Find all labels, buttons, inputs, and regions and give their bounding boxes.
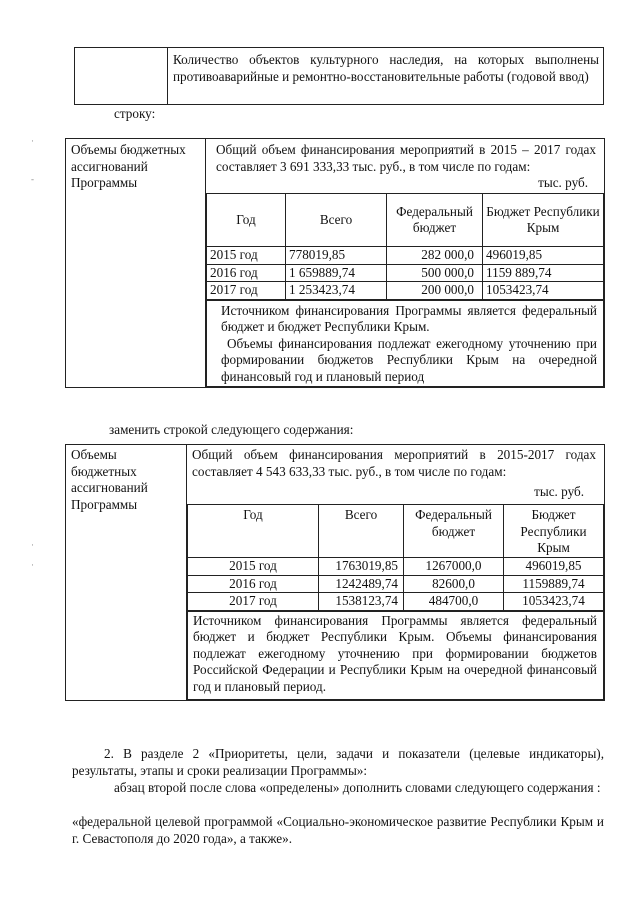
sources-text: Источником финансирования Программы является федеральный бюджет и бюджет Республики Крым.	[221, 302, 597, 334]
header-total: Всего	[319, 505, 404, 558]
table-row	[188, 558, 604, 576]
line-stroku: строку:	[114, 106, 156, 121]
new-budget-table	[65, 444, 605, 701]
cell-crimea: 1159 889,74	[483, 264, 604, 282]
margin-mark: ·	[31, 560, 34, 570]
header-federal: Федеральный бюджет	[387, 194, 483, 247]
table-row	[188, 593, 604, 611]
header-crimea: Бюджет Республики Крым	[483, 194, 604, 247]
empty-cell	[75, 48, 168, 105]
cell-year: 2015 год	[207, 247, 286, 265]
cell-crimea: 1053423,74	[504, 593, 604, 611]
adjustment-text: Объемы финансирования подлежат ежегодному уточнению при формировании бюджетов Республики Крым на очередной финансовый год и плановый период	[221, 335, 597, 384]
cell-federal: 282 000,0	[387, 247, 483, 265]
cell-crimea: 1159889,74	[504, 575, 604, 593]
table-row	[207, 282, 604, 300]
indicator-text: Количество объектов культурного наследия, на которых выполнены противоаварийные и ремонтно-восстановительные работы (годовой ввод)	[168, 48, 604, 105]
cell-total: 1 253423,74	[286, 282, 387, 300]
table-row	[207, 247, 604, 265]
cell-year: 2017 год	[188, 593, 319, 611]
row-content	[206, 139, 605, 388]
cell-total: 1242489,74	[319, 575, 404, 593]
cell-year: 2017 год	[207, 282, 286, 300]
row-content	[187, 445, 605, 701]
header-year: Год	[188, 505, 319, 558]
budget-by-year-table	[187, 504, 604, 611]
cell-total: 1 659889,74	[286, 264, 387, 282]
header-year: Год	[207, 194, 286, 247]
cell-total: 778019,85	[286, 247, 387, 265]
line-replace: заменить строкой следующего содержания:	[109, 422, 354, 437]
cell-crimea: 496019,85	[483, 247, 604, 265]
margin-mark: ·	[31, 540, 34, 550]
cell-total: 1763019,85	[319, 558, 404, 576]
header-federal: Федеральный бюджет	[404, 505, 504, 558]
cell-federal: 484700,0	[404, 593, 504, 611]
cell-crimea: 1053423,74	[483, 282, 604, 300]
financing-intro: Общий объем финансирования мероприятий в 2015 – 2017 годах составляет 3 691 333,33 тыс. руб., в том числе по годам:	[216, 142, 596, 174]
cell-federal: 200 000,0	[387, 282, 483, 300]
margin-mark: ·	[31, 136, 34, 146]
old-budget-table	[65, 138, 605, 388]
cell-federal: 1267000,0	[404, 558, 504, 576]
cell-year: 2016 год	[207, 264, 286, 282]
cell-year: 2015 год	[188, 558, 319, 576]
unit-label: тыс. руб.	[538, 175, 588, 190]
sources-box	[206, 300, 604, 388]
sources-text: Источником финансирования Программы является федеральный бюджет и бюджет Республики Крым. Объемы финансирования подлежат ежегодному уточнению при формировании бюджетов Российской Федерации и Республики Крым на очередной финансовый год и плановый период.	[187, 611, 604, 701]
cell-crimea: 496019,85	[504, 558, 604, 576]
cell-total: 1538123,74	[319, 593, 404, 611]
table-row	[188, 575, 604, 593]
budget-by-year-table	[206, 193, 604, 300]
row-label: Объемы бюджетных ассигнований Программы	[66, 445, 187, 701]
financing-intro: Общий объем финансирования мероприятий в 2015-2017 годах составляет 4 543 633,33 тыс. руб., в том числе по годам:	[192, 447, 596, 479]
cell-federal: 500 000,0	[387, 264, 483, 282]
indicator-table-fragment	[74, 47, 604, 105]
table-row	[207, 264, 604, 282]
paragraph-section-2: 2. В разделе 2 «Приоритеты, цели, задачи и показатели (целевые индикаторы), результаты, этапы и сроки реализации Программы»:	[72, 746, 604, 778]
cell-federal: 82600,0	[404, 575, 504, 593]
header-total: Всего	[286, 194, 387, 247]
paragraph-program: «федеральной целевой программой «Социально-экономическое развитие Республики Крым и г. Севастополя до 2020 года», а также».	[72, 814, 604, 846]
cell-year: 2016 год	[188, 575, 319, 593]
header-crimea: Бюджет Республики Крым	[504, 505, 604, 558]
margin-mark: -	[31, 174, 34, 184]
paragraph-abzac: абзац второй после слова «определены» дополнить словами следующего содержания :	[114, 780, 601, 795]
unit-label: тыс. руб.	[534, 484, 584, 499]
row-label: Объемы бюджетных ассигнований Программы	[66, 139, 206, 388]
